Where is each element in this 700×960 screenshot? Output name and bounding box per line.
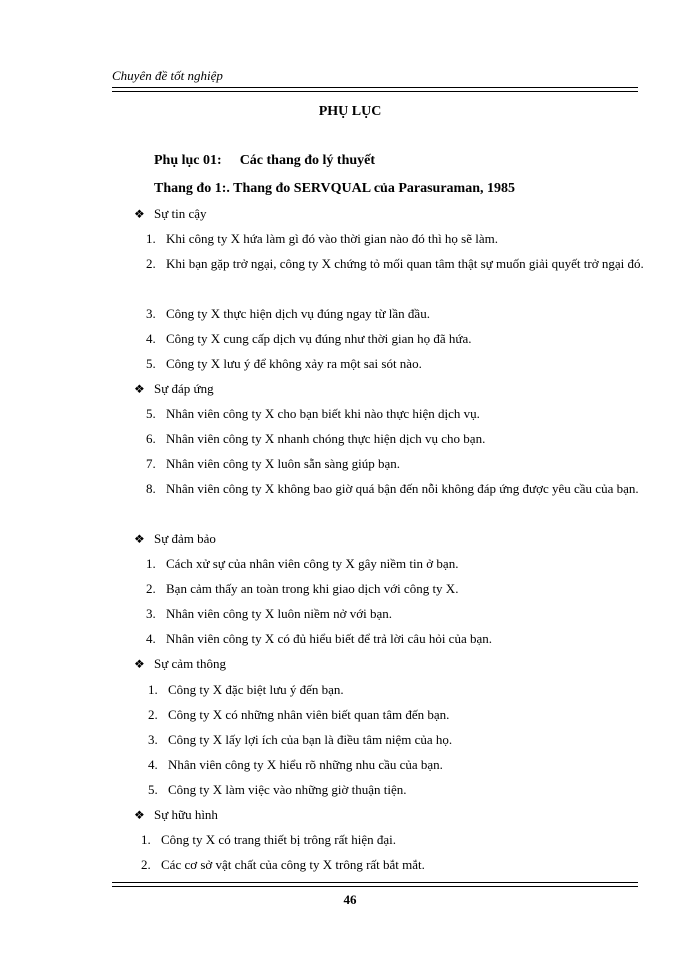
item-text: Bạn cảm thấy an toàn trong khi giao dịch với công ty X.	[166, 581, 459, 596]
item-number: 2.	[141, 857, 151, 872]
section-title: Sự hữu hình	[154, 807, 218, 822]
list-item	[146, 256, 656, 277]
list-item	[146, 331, 471, 347]
section-heading	[134, 656, 226, 672]
list-item	[146, 581, 458, 597]
list-item	[146, 556, 458, 572]
item-text: Nhân viên công ty X không bao giờ quá bận đến nỗi không đáp ứng được yêu cầu của bạn.	[166, 481, 639, 496]
footer-rule	[112, 886, 638, 887]
item-text: Nhân viên công ty X luôn niềm nở với bạn.	[166, 606, 393, 621]
list-item	[146, 231, 498, 247]
list-item	[146, 431, 485, 447]
list-item	[141, 857, 425, 873]
item-number: 1.	[148, 682, 158, 697]
list-item	[148, 682, 344, 698]
scale-heading: Thang đo 1:. Thang đo SERVQUAL của Parasuraman, 1985	[154, 181, 515, 196]
section-title: Sự đáp ứng	[154, 381, 214, 396]
item-number: 4.	[148, 757, 158, 772]
list-item	[148, 707, 449, 723]
diamond-bullet-icon: ❖	[134, 532, 145, 546]
item-text: Khi công ty X hứa làm gì đó vào thời gian nào đó thì họ sẽ làm.	[166, 231, 499, 246]
item-number: 2.	[146, 581, 156, 596]
appendix-heading	[154, 153, 375, 169]
item-number: 4.	[146, 631, 156, 646]
list-item	[146, 406, 480, 422]
item-text: Khi bạn gặp trở ngại, công ty X chứng tỏ mối quan tâm thật sự muốn giải quyết trở ngại đó.	[166, 256, 644, 271]
diamond-bullet-icon: ❖	[134, 808, 145, 822]
diamond-bullet-icon: ❖	[134, 657, 145, 671]
item-number: 3.	[146, 306, 156, 321]
item-number: 1.	[146, 556, 156, 571]
list-item	[148, 732, 452, 748]
item-number: 2.	[148, 707, 158, 722]
section-title: Sự tin cậy	[154, 206, 207, 221]
item-number: 4.	[146, 331, 156, 346]
item-text: Công ty X thực hiện dịch vụ đúng ngay từ lần đầu.	[166, 306, 430, 321]
section-title: Sự cảm thông	[154, 656, 227, 671]
item-number: 5.	[146, 356, 156, 371]
item-text: Công ty X đặc biệt lưu ý đến bạn.	[168, 682, 344, 697]
header-rule-thin	[112, 91, 638, 92]
item-text: Công ty X cung cấp dịch vụ đúng như thời gian họ đã hứa.	[166, 331, 472, 346]
item-number: 3.	[146, 606, 156, 621]
appendix-title: Các thang đo lý thuyết	[239, 153, 376, 168]
section-heading	[134, 531, 216, 547]
item-text: Công ty X có những nhân viên biết quan tâm đến bạn.	[168, 707, 450, 722]
section-title: Sự đảm bảo	[154, 531, 216, 546]
item-number: 7.	[146, 456, 156, 471]
item-number: 5.	[146, 406, 156, 421]
item-number: 6.	[146, 431, 156, 446]
item-text: Nhân viên công ty X có đủ hiểu biết để trả lời câu hỏi của bạn.	[166, 631, 492, 646]
item-text: Cách xử sự của nhân viên công ty X gây niềm tin ở bạn.	[166, 556, 459, 571]
item-number: 1.	[141, 832, 151, 847]
item-number: 5.	[148, 782, 158, 797]
list-item	[146, 456, 400, 472]
diamond-bullet-icon: ❖	[134, 382, 145, 396]
item-text: Công ty X lấy lợi ích của bạn là điều tâm niệm của họ.	[168, 732, 453, 747]
item-number: 3.	[148, 732, 158, 747]
list-item	[146, 356, 422, 372]
item-text: Các cơ sở vật chất của công ty X trông rất bắt mắt.	[161, 857, 425, 872]
list-item	[146, 481, 656, 502]
list-item	[148, 757, 443, 773]
item-text: Nhân viên công ty X hiểu rõ những nhu cầu của bạn.	[168, 757, 443, 772]
item-text: Nhân viên công ty X luôn sẵn sàng giúp bạn.	[166, 456, 400, 471]
list-item	[146, 606, 392, 622]
item-text: Công ty X làm việc vào những giờ thuận tiện.	[168, 782, 407, 797]
section-heading	[134, 381, 214, 397]
list-item	[146, 306, 430, 322]
item-text: Nhân viên công ty X nhanh chóng thực hiện dịch vụ cho bạn.	[166, 431, 486, 446]
list-item	[141, 832, 396, 848]
page-number: 46	[343, 892, 357, 907]
item-number: 8.	[146, 481, 156, 496]
page-title: PHỤ LỤC	[318, 104, 382, 119]
list-item	[146, 631, 492, 647]
appendix-label: Phụ lục 01:	[154, 153, 222, 168]
section-heading	[134, 206, 207, 222]
list-item	[148, 782, 407, 798]
item-number: 1.	[146, 231, 156, 246]
footer-rule-thin	[112, 882, 638, 883]
item-number: 2.	[146, 256, 156, 271]
section-heading	[134, 807, 218, 823]
item-text: Công ty X có trang thiết bị trông rất hiện đại.	[161, 832, 397, 847]
item-text: Công ty X lưu ý để không xảy ra một sai sót nào.	[166, 356, 422, 371]
header-rule	[112, 87, 638, 88]
item-text: Nhân viên công ty X cho bạn biết khi nào thực hiện dịch vụ.	[166, 406, 480, 421]
running-header: Chuyên đề tốt nghiệp	[112, 68, 223, 83]
diamond-bullet-icon: ❖	[134, 207, 145, 221]
